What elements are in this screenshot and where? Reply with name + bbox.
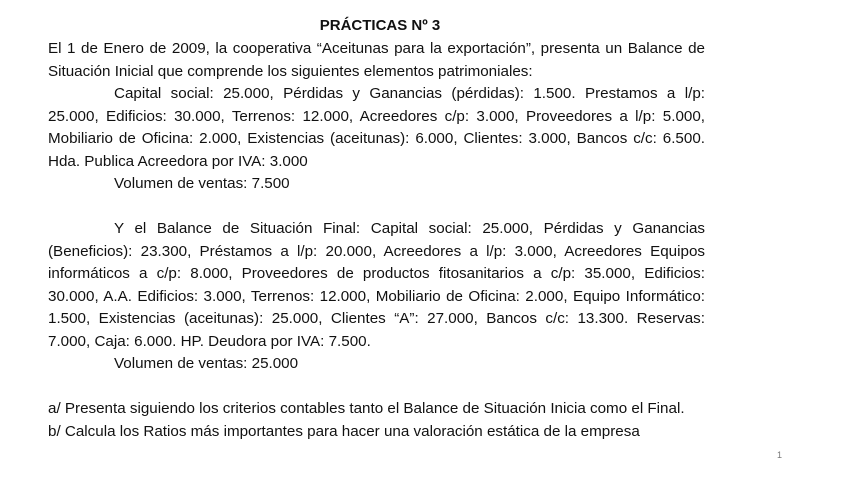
paragraph-spacer	[48, 196, 705, 219]
page-title: PRÁCTICAS Nº 3	[319, 17, 441, 34]
task-b: b/ Calcula los Ratios más importantes para hacer una valoración estática de la empresa	[48, 422, 640, 440]
initial-sales-volume: Volumen de ventas: 7.500	[114, 175, 290, 192]
document-body	[48, 38, 705, 443]
final-balance-paragraph: Y el Balance de Situación Final: Capital social: 25.000, Pérdidas y Ganancias (Beneficios): 23.300, Préstamos a l/p: 20.000, Acreedores a l/p: 3.000, Acreedores Equipos informáticos a c/p: 8.000, Proveedores de productos fitosanitarios a c/p: 35.000, Edificios: 30.000, A.A. Edificios: 3.000, Terrenos: 12.000, Mobiliario de Oficina: 2.000, Equipo Informático: 1.500, Existencias (aceitunas): 25.000, Clientes “A”: 27.000, Bancos c/c: 13.300. Reservas: 7.000, Caja: 6.000. HP. Deudora por IVA: 7.500.	[48, 220, 705, 350]
final-sales-volume: Volumen de ventas: 25.000	[114, 355, 299, 372]
initial-balance-paragraph: Capital social: 25.000, Pérdidas y Ganancias (pérdidas): 1.500. Prestamos a l/p: 25.000, Edificios: 30.000, Terrenos: 12.000, Acreedores c/p: 3.000, Proveedores a l/p: 5.000, Mobiliario de Oficina: 2.000, Existencias (aceitunas): 6.000, Clientes: 3.000, Bancos c/c: 6.500. Hda. Publica Acreedora por IVA: 3.000	[48, 85, 705, 170]
page-number: 1	[777, 450, 783, 460]
intro-paragraph: El 1 de Enero de 2009, la cooperativa “Aceitunas para la exportación”, presenta un Balance de Situación Inicial que comprende los siguientes elementos patrimoniales:	[48, 40, 705, 80]
task-a: a/ Presenta siguiendo los criterios contables tanto el Balance de Situación Inicia como el Final.	[48, 400, 685, 417]
paragraph-spacer	[48, 376, 705, 399]
